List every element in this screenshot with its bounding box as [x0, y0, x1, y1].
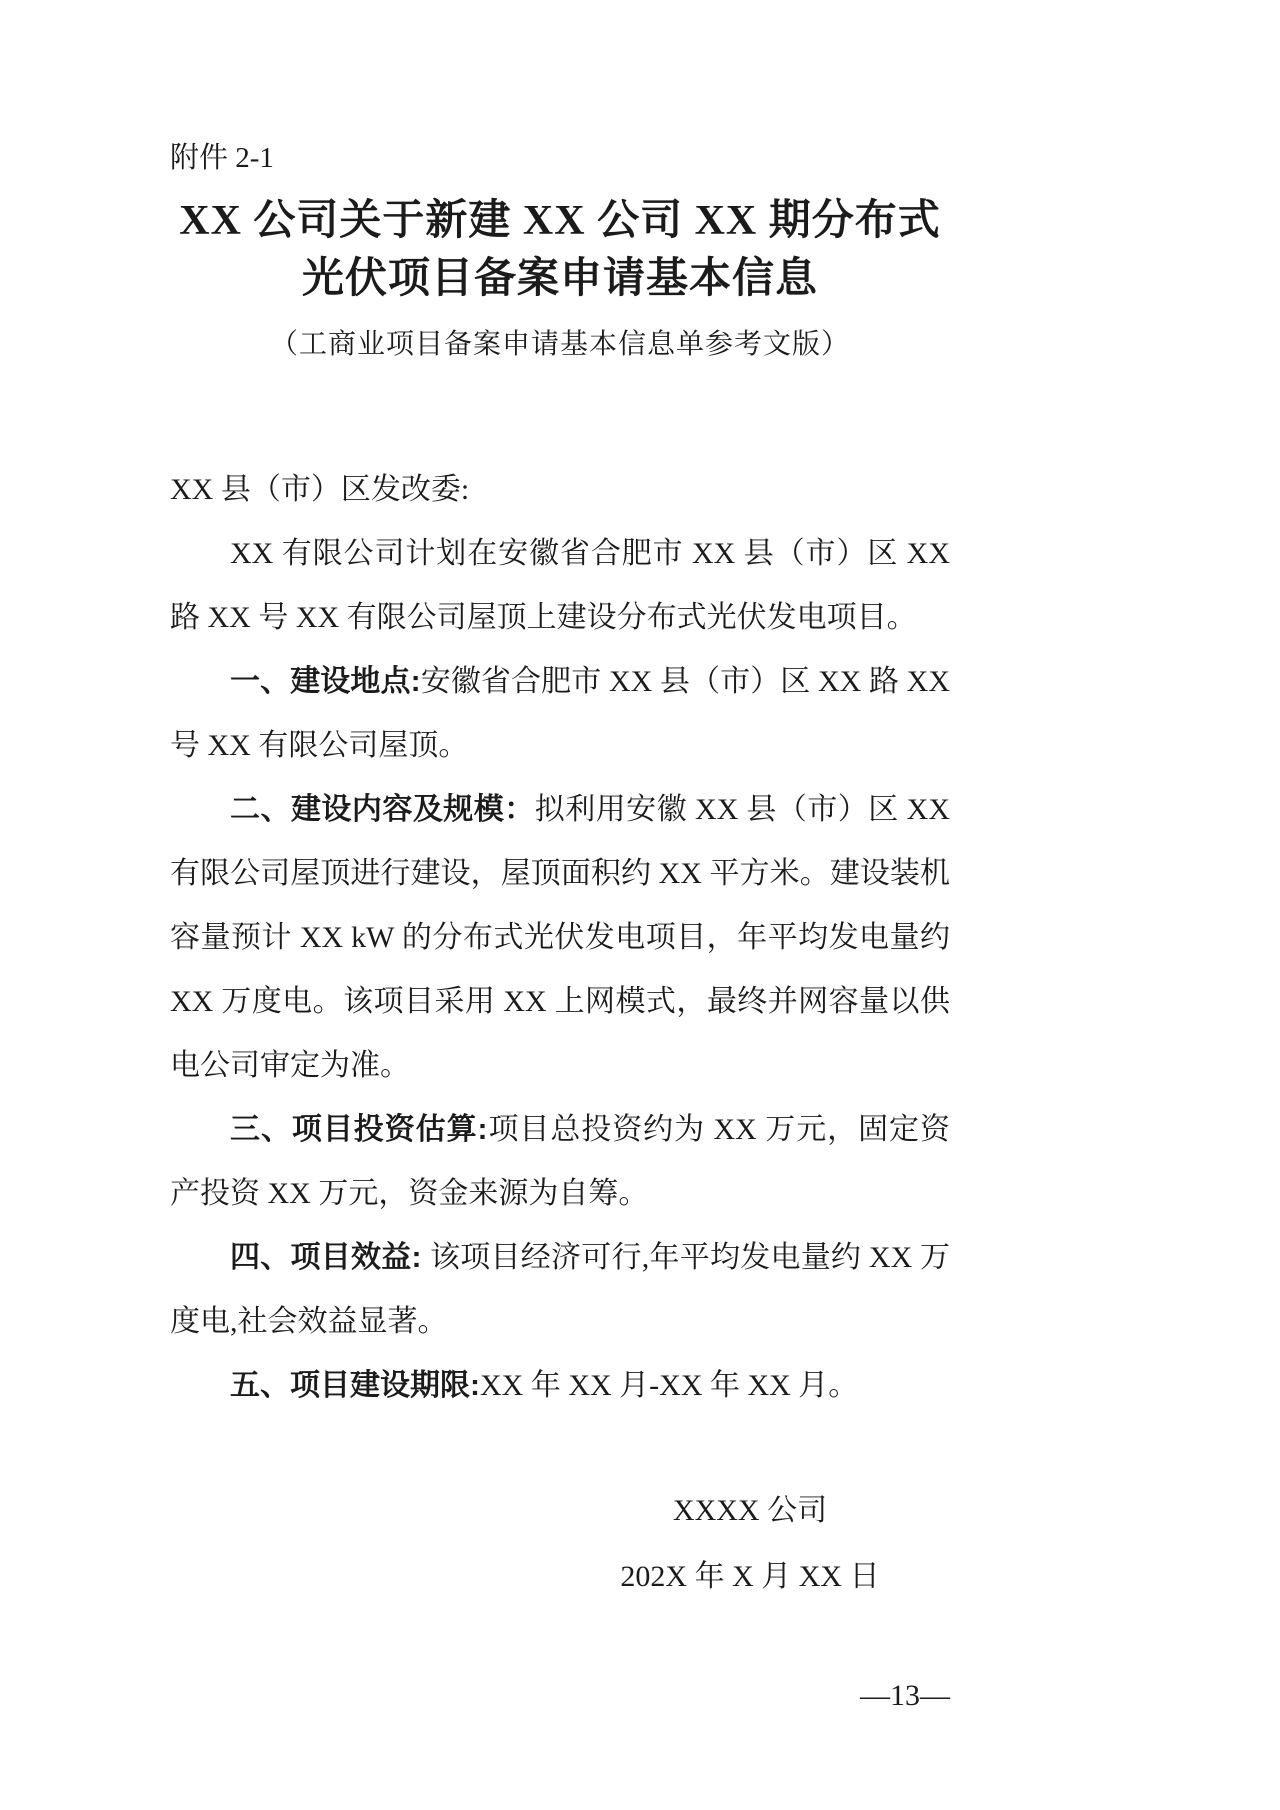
signature-block	[550, 1478, 950, 1610]
title-line-2: 光伏项目备案申请基本信息	[301, 256, 818, 302]
document-body	[170, 458, 950, 1418]
attachment-label: 附件 2-1	[170, 142, 274, 174]
title-line-1: XX 公司关于新建 XX 公司 XX 期分布式	[179, 198, 941, 244]
intro-paragraph: XX 有限公司计划在安徽省合肥市 XX 县（市）区 XX 路 XX 号 XX 有限公司屋顶上建设分布式光伏发电项目。	[170, 537, 950, 634]
section-4-lead: 四、项目效益:	[230, 1241, 431, 1274]
section-4-project-benefit	[170, 1226, 950, 1354]
document-title	[170, 192, 950, 308]
page-number: —13—	[860, 1679, 950, 1712]
section-2-content-scale	[170, 778, 950, 1098]
section-3-investment-estimate	[170, 1098, 950, 1226]
section-5-construction-period	[170, 1354, 950, 1418]
document-subtitle: （工商业项目备案申请基本信息单参考文版）	[269, 329, 850, 360]
section-2-lead: 二、建设内容及规模：	[230, 793, 535, 826]
section-4-text: 该项目经济可行,年平均发电量约 XX 万度电,社会效益显著。	[170, 1241, 950, 1338]
section-5-lead: 五、项目建设期限:	[230, 1369, 480, 1402]
section-5-text: XX 年 XX 月-XX 年 XX 月。	[480, 1369, 859, 1402]
section-3-text: 项目总投资约为 XX 万元，固定资产投资 XX 万元，资金来源为自筹。	[170, 1113, 950, 1210]
section-1-construction-site	[170, 650, 950, 778]
section-1-text: 安徽省合肥市 XX 县（市）区 XX 路 XX 号 XX 有限公司屋顶。	[170, 665, 950, 762]
section-3-lead: 三、项目投资估算:	[230, 1113, 488, 1146]
section-2-text: 拟利用安徽 XX 县（市）区 XX 有限公司屋顶进行建设，屋顶面积约 XX 平方米。建设装机容量预计 XX kW 的分布式光伏发电项目，年平均发电量约 XX 万度电。该项目采用 XX 上网模式，最终并网容量以供电公司审定为准。	[170, 793, 950, 1082]
signature-date: 202X 年 X 月 XX 日	[620, 1560, 880, 1593]
salutation: XX 县（市）区发改委:	[170, 473, 470, 506]
section-1-lead: 一、建设地点:	[230, 665, 421, 698]
signature-company: XXXX 公司	[672, 1494, 828, 1527]
